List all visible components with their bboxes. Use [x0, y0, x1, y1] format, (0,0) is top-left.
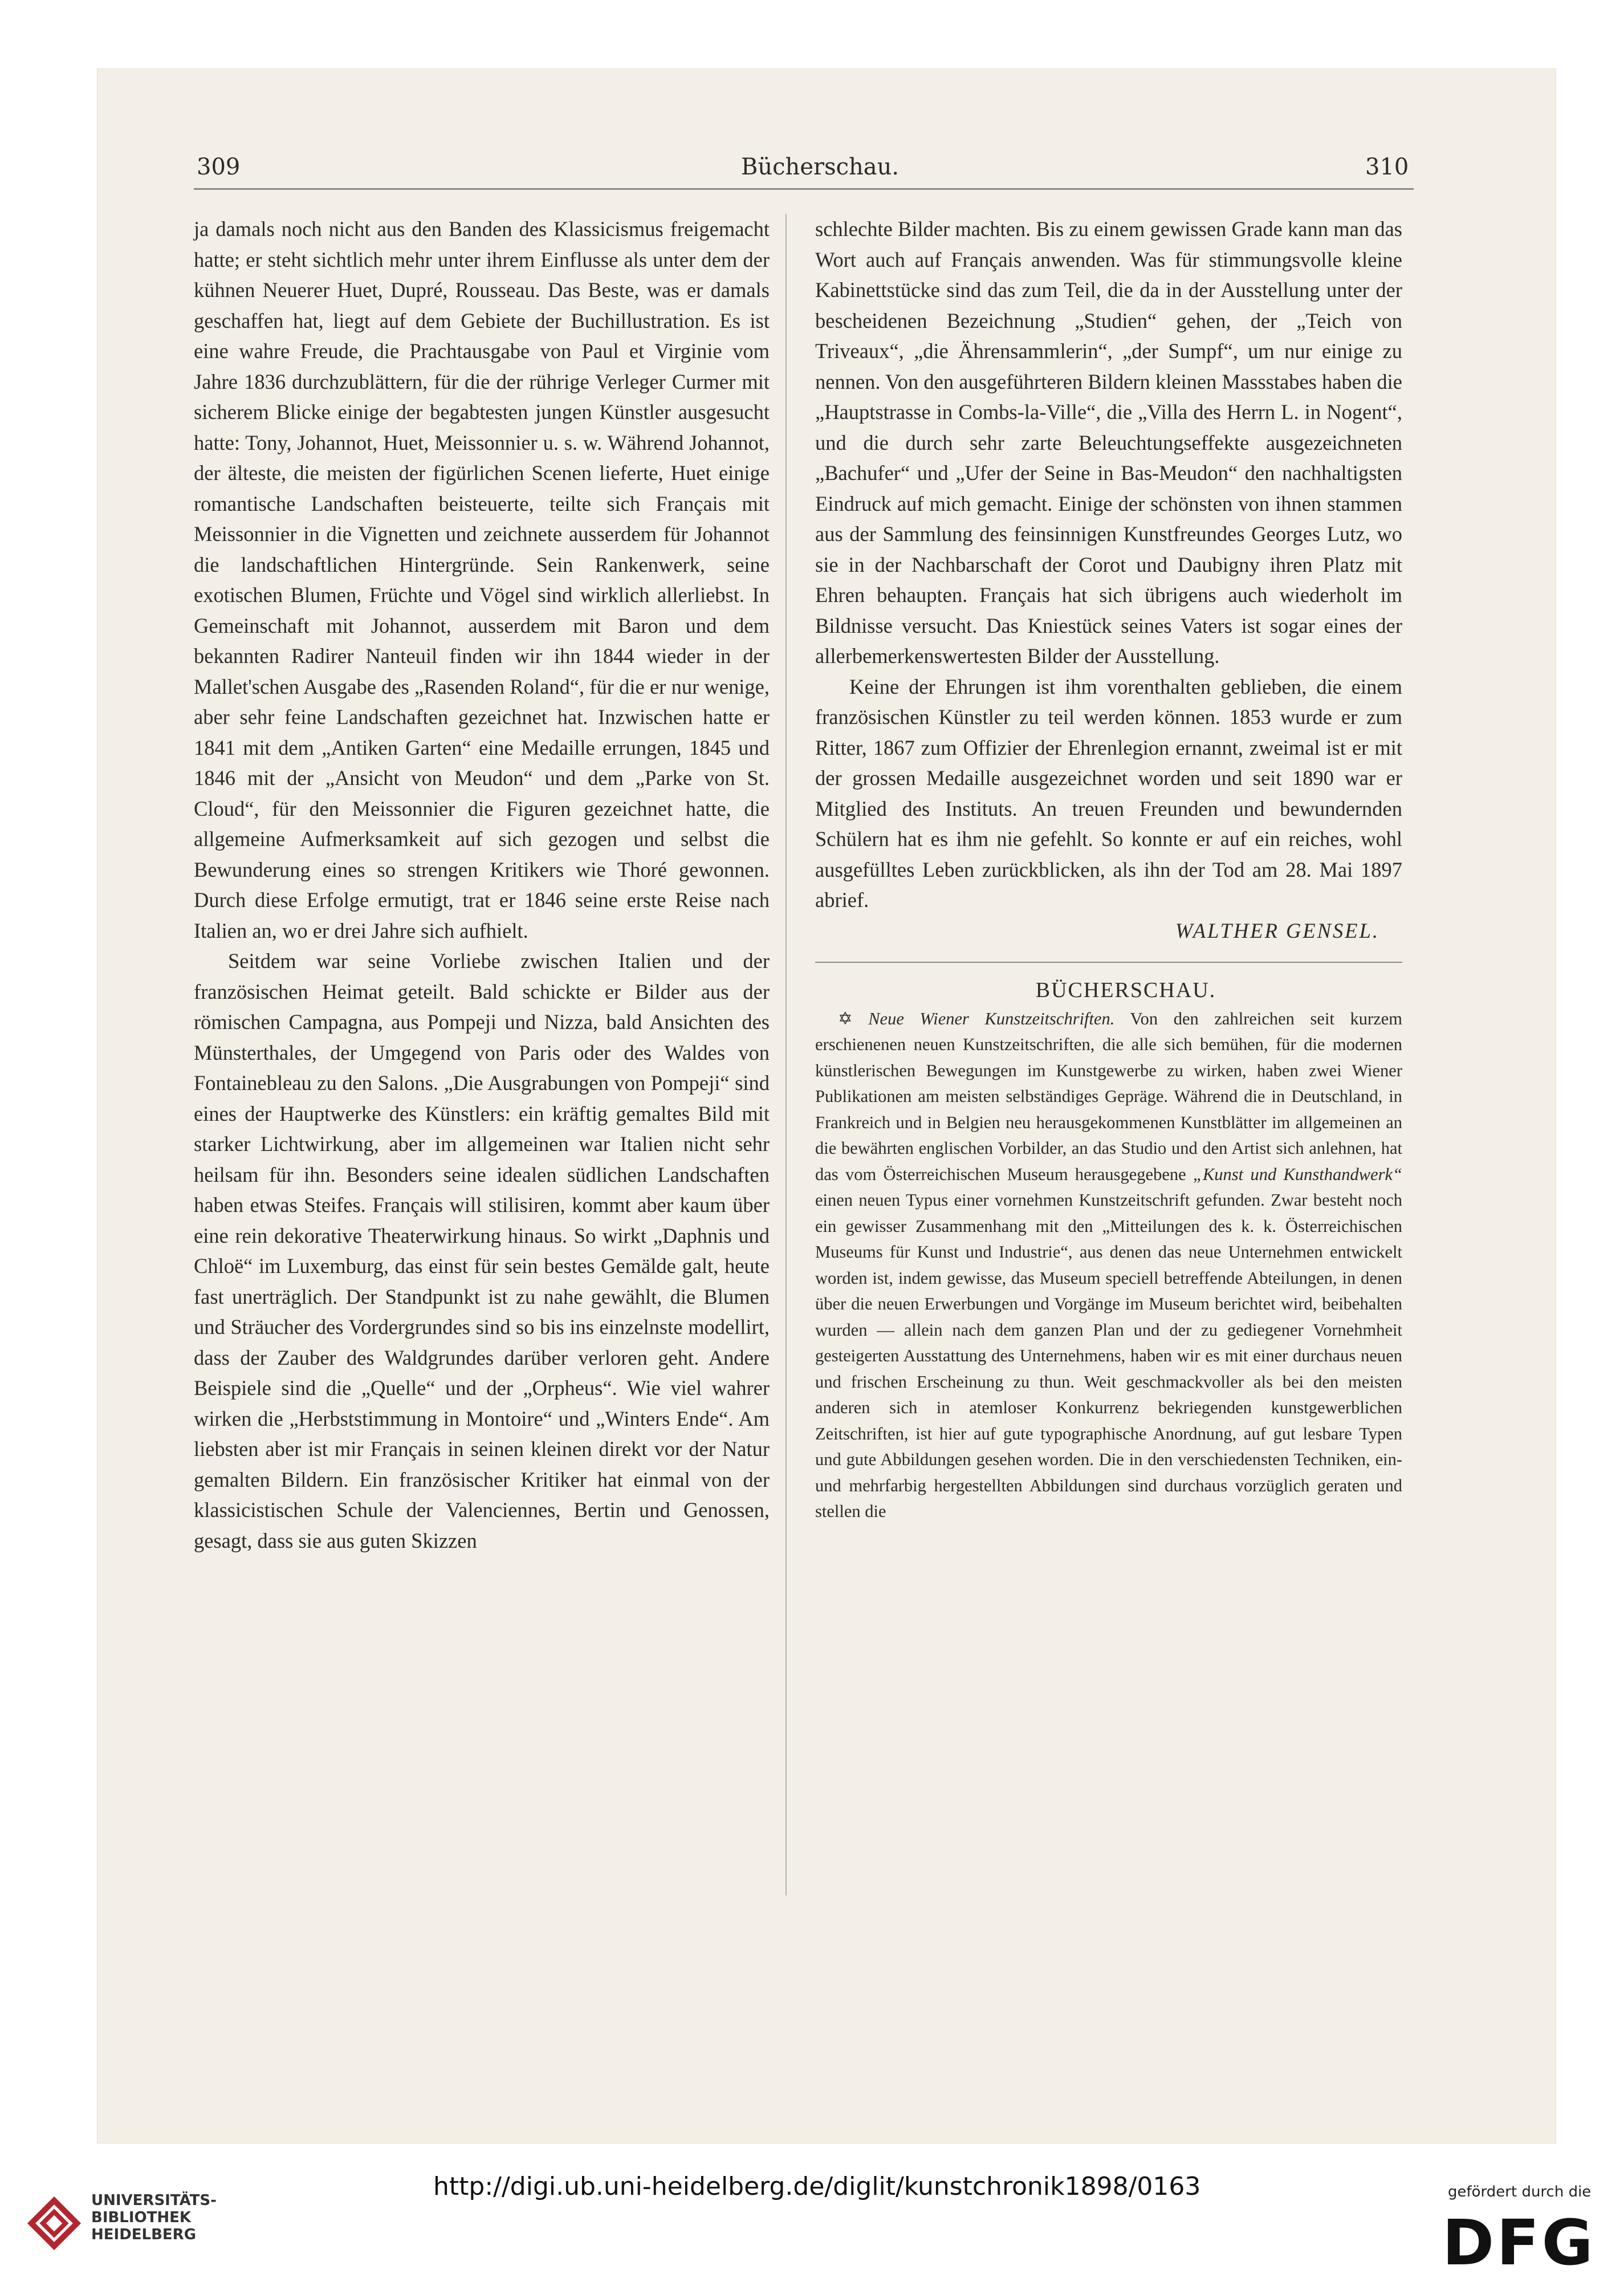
ub-heidelberg-name: UNIVERSITÄTS- BIBLIOTHEK HEIDELBERG — [91, 2192, 217, 2243]
left-column — [194, 214, 770, 1556]
right-paragraph-1: schlechte Bilder machten. Bis zu einem gewissen Grade kann man das Wort auch auf Français anwenden. Was für stimmungsvolle kleine Kabinettstücke sind das zum Teil, die da in der Ausstellung unter der bescheidenen Bezeichnung „Studien“ gehen, der „Teich von Triveaux“, „die Ährensammlerin“, „der Sumpf“, um nur einige zu nennen. Von den ausgeführteren Bildern kleinen Massstabes haben die „Hauptstrasse in Combs-la-Ville“, die „Villa des Herrn L. in Nogent“, und die durch sehr zarte Beleuchtungseffekte ausgezeichneten „Bachufer“ und „Ufer der Seine in Bas-Meudon“ den nachhaltigsten Eindruck auf mich gemacht. Einige der schönsten von ihnen stammen aus der Sammlung des feinsinnigen Kunstfreundes Georges Lutz, wo sie in der Nachbarschaft der Corot und Daubigny ihren Platz mit Ehren behaupten. Français hat sich übrigens auch wiederholt im Bildnisse versucht. Das Kniestück seines Vaters ist sogar eines der allerbemerkenswertesten Bilder der Ausstellung. — [815, 217, 1402, 668]
header-rule — [194, 188, 1414, 190]
section-title: BÜCHERSCHAU. — [1035, 978, 1216, 1002]
review-emphasis: „Kunst und Kunsthandwerk“ — [1192, 1164, 1402, 1184]
dfg-logo-icon: DFG — [1442, 2206, 1595, 2279]
author-signature: WALTHER GENSEL. — [1175, 918, 1379, 942]
right-column — [815, 214, 1402, 1525]
page-number-left: 309 — [197, 154, 241, 180]
ub-heidelberg-logo-icon — [23, 2189, 86, 2257]
column-divider — [785, 214, 787, 1895]
review-text-1: Von den zahlreichen seit kurzem erschienenen neuen Kunstzeitschriften, die alle sich bemühen, für die modernen künstlerischen Bewegungen im Kunstgewerbe zu wirken, haben zwei Wiener Publikationen am meisten selbständiges Gepräge. Während die in Deutschland, in Frankreich und in Belgien neu herausgekommenen Kunstblätter im allgemeinen an die bewährten englischen Vorbilder, an das Studio und den Artist sich anlehnen, hat das vom Österreichischen Museum herausgegebene — [815, 1008, 1402, 1184]
running-title: Bücherschau. — [741, 154, 899, 180]
section-rule — [815, 962, 1402, 963]
left-paragraph-1: ja damals noch nicht aus den Banden des Klassicismus freigemacht hatte; er steht sichtlich mehr unter ihrem Einflusse als unter dem der kühnen Neuerer Huet, Dupré, Rousseau. Das Beste, was er damals geschaffen hat, liegt auf dem Gebiete der Buchillustration. Es ist eine wahre Freude, die Prachtausgabe von Paul et Virginie vom Jahre 1836 durchzublättern, für die der rührige Verleger Curmer mit sicherem Blicke einige der begabtesten jungen Künstler ausgesucht hatte: Tony, Johannot, Huet, Meissonnier u. s. w. Während Johannot, der älteste, die meisten der figürlichen Scenen lieferte, Huet einige romantische Landschaften beisteuerte, teilte sich Français mit Meissonnier in die Vignetten und zeichnete ausserdem für Johannot die landschaftlichen Hintergründe. Sein Rankenwerk, seine exotischen Blumen, Früchte und Vögel sind wirklich allerliebst. In Gemeinschaft mit Johannot, ausserdem mit Baron und dem bekannten Radirer Nanteuil finden wir ihn 1844 wieder in der Mallet'schen Ausgabe des „Rasenden Roland“, für die er nur wenige, aber sehr feine Landschaften gezeichnet hat. Inzwischen hatte er 1841 mit dem „Antiken Garten“ eine Medaille errungen, 1845 und 1846 mit der „Ansicht von Meudon“ und dem „Parke von St. Cloud“, für den Meissonnier die Figuren gezeichnet hatte, die allgemeine Aufmerksamkeit auf sich gezogen und selbst die Bewunderung eines so strengen Kritikers wie Thoré gewonnen. Durch diese Erfolge ermutigt, trat er 1846 seine erste Reise nach Italien an, wo er drei Jahre sich aufhielt. — [194, 217, 770, 942]
digitization-url[interactable]: http://digi.ub.uni-heidelberg.de/diglit/kunstchronik1898/0163 — [433, 2172, 1201, 2201]
right-paragraph-2: Keine der Ehrungen ist ihm vorenthalten geblieben, die einem französischen Künstler zu teil werden können. 1853 wurde er zum Ritter, 1867 zum Offizier der Ehrenlegion ernannt, zweimal ist er mit der grossen Medaille ausgezeichnet worden und seit 1890 war er Mitglied des Instituts. An treuen Freunden und bewundernden Schülern hat es ihm nie gefehlt. So konnte er auf ein reiches, wohl ausgefülltes Leben zurückblicken, als ihn der Tod am 28. Mai 1897 abrief. — [815, 674, 1402, 912]
review-paragraph — [815, 1006, 1402, 1525]
review-block — [815, 1006, 1402, 1525]
dfg-funding-label: gefördert durch die — [1448, 2183, 1592, 2200]
left-paragraph-2: Seitdem war seine Vorliebe zwischen Italien und der französischen Heimat geteilt. Bald schickte er Bilder aus der römischen Campagna, aus Pompeji und Nizza, bald Ansichten des Münsterthales, der Umgegend von Paris oder des Waldes von Fontainebleau zu den Salons. „Die Ausgrabungen von Pompeji“ sind eines der Hauptwerke des Künstlers: ein kräftig gemaltes Bild mit starker Lichtwirkung, aber im allgemeinen war Italien nicht sehr heilsam für ihn. Besonders seine idealen südlichen Landschaften haben etwas Steifes. Français will stilisiren, kommt aber kaum über eine rein dekorative Theaterwirkung hinaus. So wirkt „Daphnis und Chloë“ im Luxemburg, das einst für sein bestes Gemälde galt, heute fast unerträglich. Der Standpunkt ist zu nahe gewählt, die Blumen und Sträucher des Vordergrundes sind so bis ins einzelnste modellirt, dass der Zauber des Waldgrundes darüber verloren geht. Andere Beispiele sind die „Quelle“ und der „Orpheus“. Wie viel wahrer wirken die „Herbststimmung in Montoire“ und „Winters Ende“. Am liebsten aber ist mir Français in seinen kleinen direkt vor der Natur gemalten Bildern. Ein französischer Kritiker hat einmal von der klassicistischen Schule der Valenciennes, Bertin und Genossen, gesagt, dass sie aus guten Skizzen — [194, 949, 770, 1552]
review-title: Neue Wiener Kunstzeitschriften. — [868, 1008, 1115, 1028]
star-of-david-icon: ✡ — [838, 1008, 853, 1028]
page-number-right: 310 — [1365, 154, 1409, 180]
review-text-2: einen neuen Typus einer vornehmen Kunstzeitschrift gefunden. Zwar besteht noch ein gewisser Zusammenhang mit den „Mitteilungen des k. k. Österreichischen Museums für Kunst und Industrie“, aus denen das neue Unternehmen entwickelt worden ist, indem gewisse, das Museum speciell betreffende Abteilungen, in denen über die neuen Erwerbungen und Vorgänge im Museum berichtet wird, beibehalten wurden — allein nach dem ganzen Plan und der zu gediegener Vornehmheit gesteigerten Ausstattung des Unternehmens, haben wir es mit einer durchaus neuen und frischen Erscheinung zu thun. Weit geschmackvoller als bei den meisten anderen sich in atemloser Konkurrenz bekriegenden kunstgewerblichen Zeitschriften, ist hier auf gute typographische Anordnung, auf gut lesbare Typen und gute Abbildungen gesehen worden. Die in den verschiedensten Techniken, ein- und mehrfarbig hergestellten Abbildungen sind durchaus vorzüglich geraten und stellen die — [815, 1190, 1402, 1521]
